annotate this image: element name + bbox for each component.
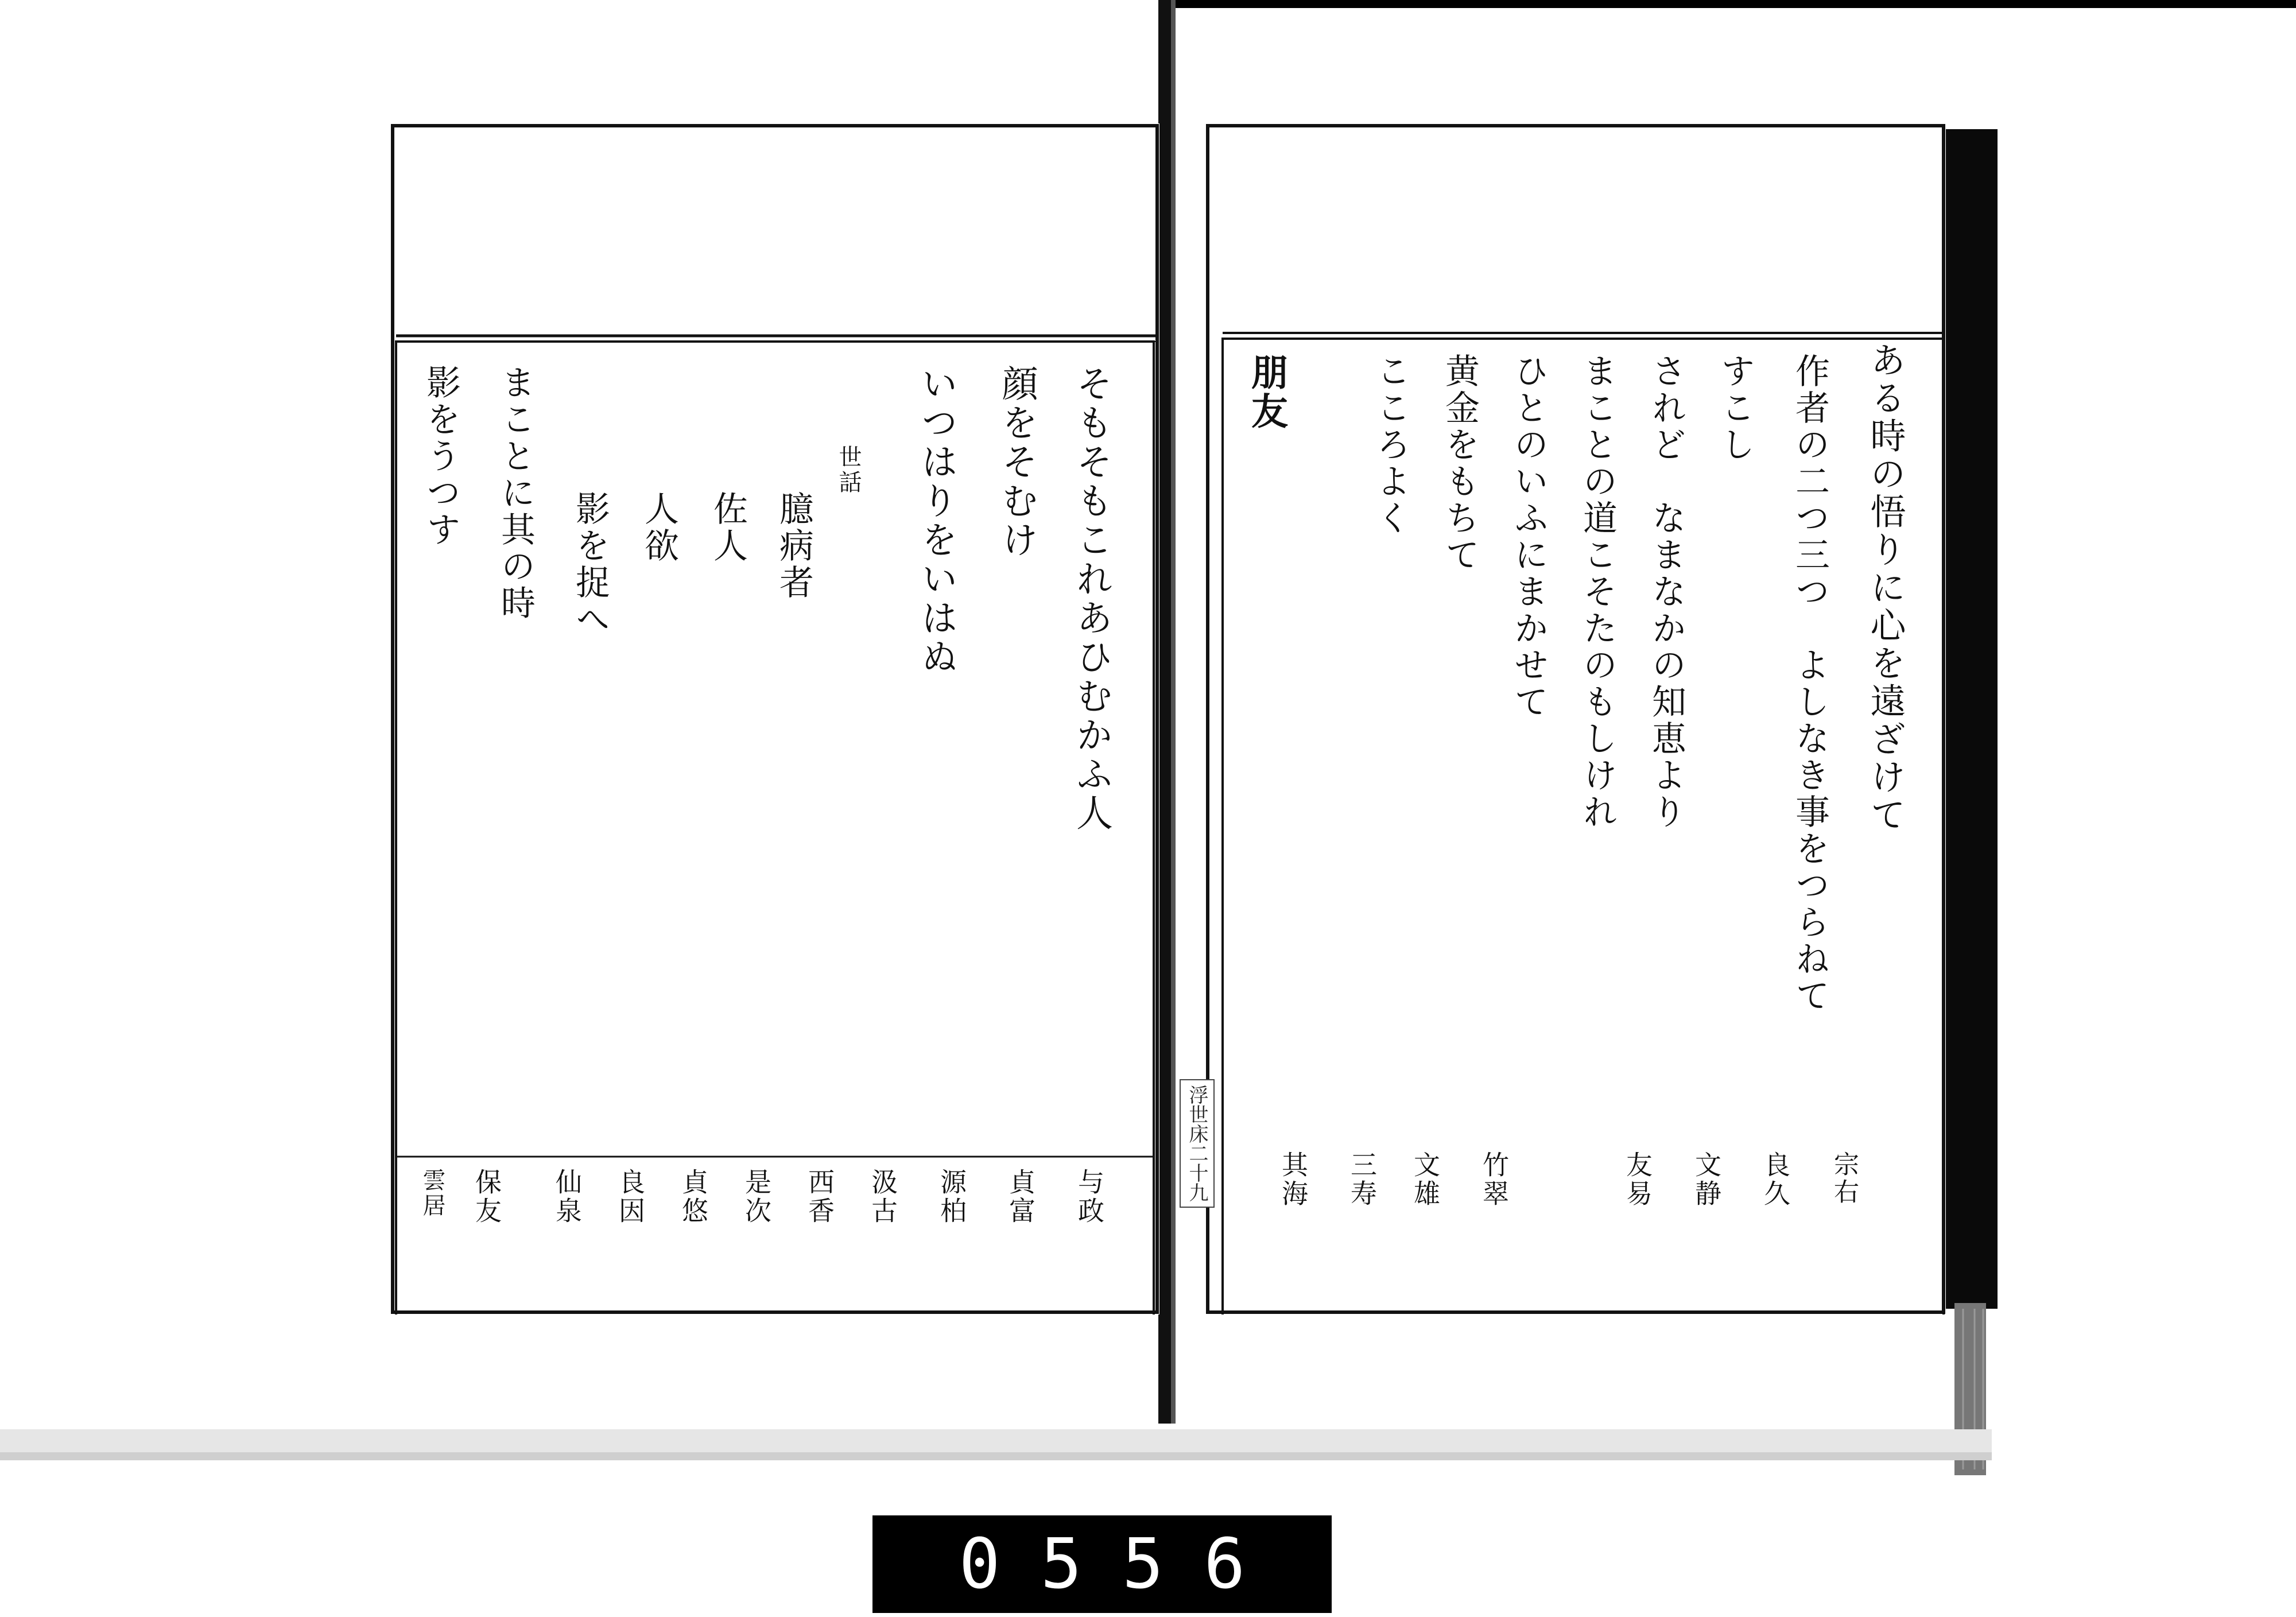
left-signature: 貞富 bbox=[1005, 1168, 1036, 1226]
right-text-column: ひとのいふにまかせて bbox=[1508, 353, 1549, 720]
right-signature: 竹翠 bbox=[1479, 1151, 1510, 1208]
right-signature: 文雄 bbox=[1410, 1151, 1441, 1208]
left-signature: 良因 bbox=[615, 1168, 646, 1226]
right-text-column: ある時の悟りに心を遠ざけて bbox=[1864, 342, 1906, 834]
left-text-column: 顔をそむけ bbox=[995, 364, 1038, 560]
left-signature: 与政 bbox=[1074, 1168, 1105, 1226]
left-signature: 仙泉 bbox=[552, 1168, 583, 1226]
left-text-column: 佐人 bbox=[708, 491, 748, 564]
left-text-column: 影をうつす bbox=[421, 364, 461, 548]
frame-number-box bbox=[872, 1515, 1332, 1613]
left-signature: 貞悠 bbox=[678, 1168, 709, 1226]
right-signature: 文静 bbox=[1691, 1151, 1722, 1208]
left-text-column: 人欲 bbox=[639, 491, 679, 564]
right-signature: 宗右 bbox=[1829, 1151, 1859, 1206]
left-text-column: 影を捉へ bbox=[570, 491, 610, 638]
left-signature: 源柏 bbox=[936, 1168, 967, 1226]
right-text-column: 黄金をもちて bbox=[1440, 353, 1480, 573]
left-text-column: そもそもこれあひむかふ人 bbox=[1070, 364, 1112, 833]
right-text-column: すこし bbox=[1715, 353, 1755, 463]
left-signature: 保友 bbox=[471, 1168, 502, 1226]
left-page bbox=[390, 123, 1159, 1314]
right-text-column: まことの道こそたのもしけれ bbox=[1577, 353, 1618, 831]
marginal-label: 浮世床二十九 bbox=[1180, 1079, 1215, 1208]
right-text-column: 作者の二つ三つ よしなき事をつらねて bbox=[1790, 353, 1830, 1014]
right-text-column: 朋友 bbox=[1245, 353, 1288, 431]
left-signature: 西香 bbox=[804, 1168, 835, 1226]
right-signature: 其海 bbox=[1278, 1151, 1309, 1208]
right-signature: 良久 bbox=[1760, 1151, 1791, 1208]
left-signature: 汲古 bbox=[867, 1168, 898, 1226]
right-signature: 友易 bbox=[1622, 1151, 1653, 1208]
left-signature: 是次 bbox=[741, 1168, 772, 1226]
left-text-column: 臆病者 bbox=[774, 491, 814, 601]
right-signature: 三寿 bbox=[1347, 1151, 1378, 1208]
left-signature: 雲居 bbox=[419, 1168, 445, 1219]
right-text-column: されど なまなかの知恵より bbox=[1646, 353, 1686, 831]
left-text-column: 世話 bbox=[835, 445, 862, 495]
left-text-column: まことに其の時 bbox=[495, 364, 536, 622]
right-page bbox=[1205, 123, 1946, 1314]
left-text-column: いつはりをいはぬ bbox=[915, 364, 957, 677]
frame-number: 0556 bbox=[959, 1524, 1286, 1604]
right-text-column: こころよく bbox=[1371, 353, 1411, 537]
